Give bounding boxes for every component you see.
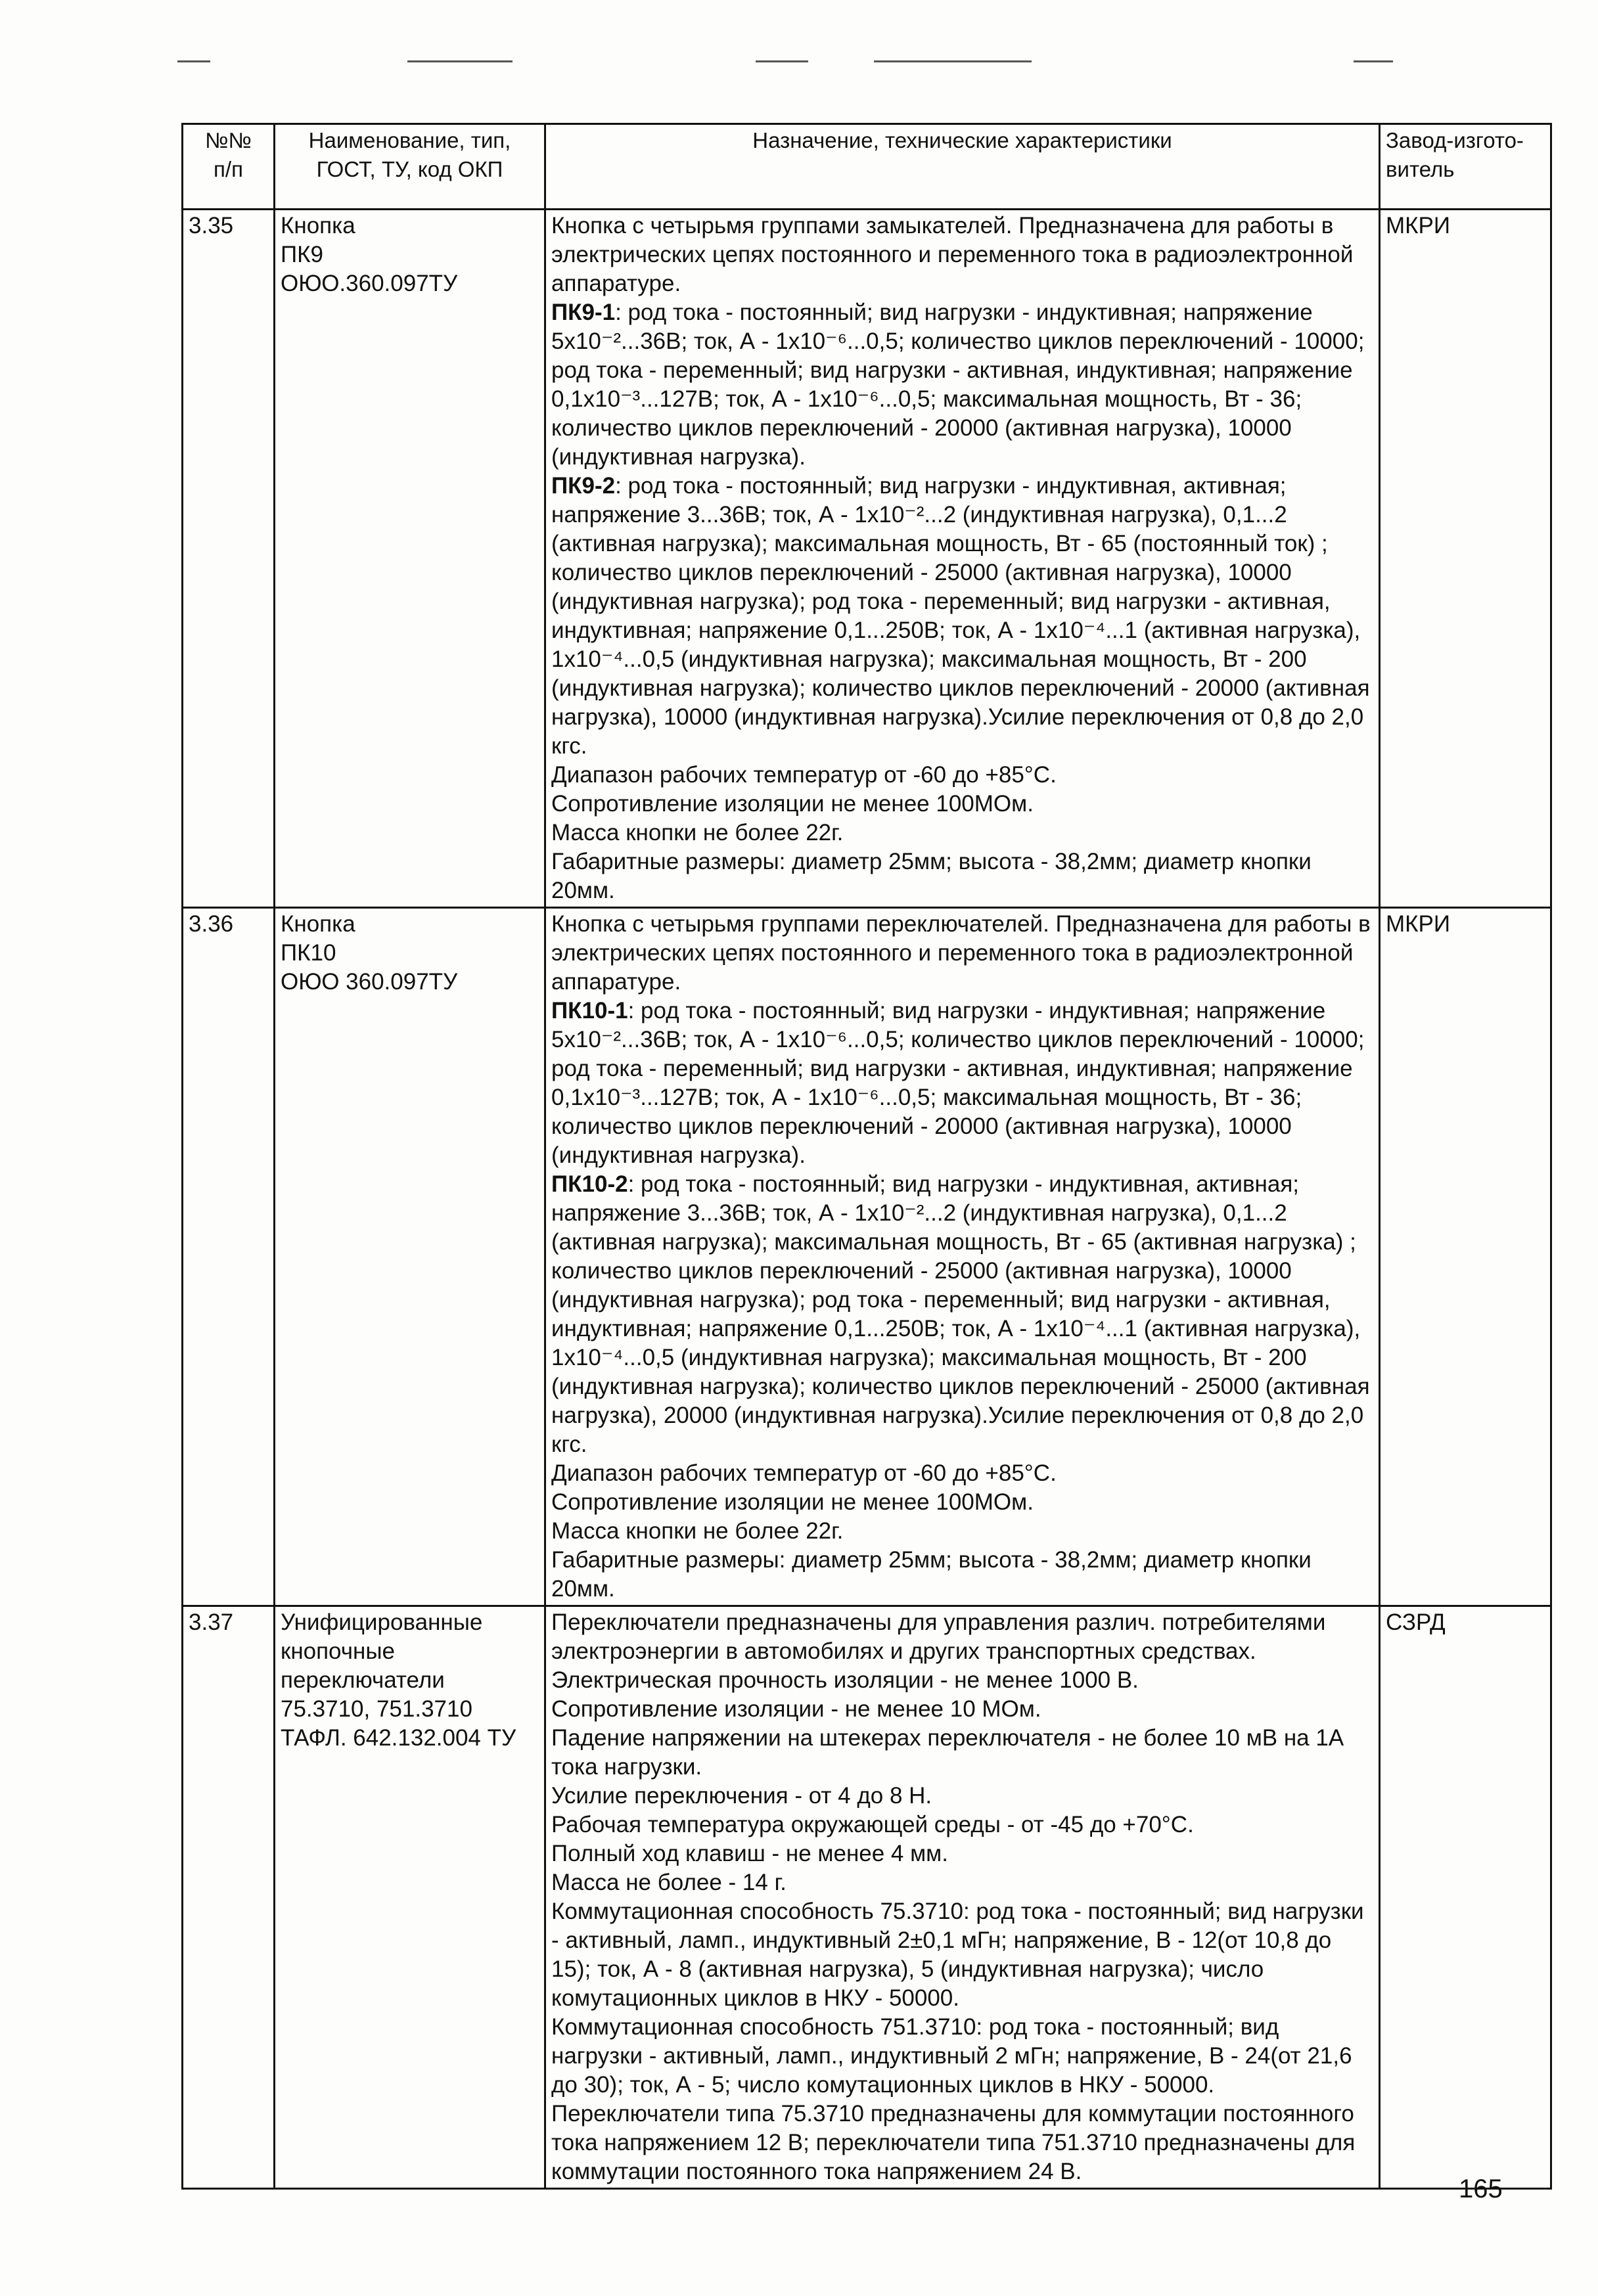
- description-text: Сопротивление изоляции не менее 100МОм.: [551, 1489, 1034, 1515]
- scan-artifact: [756, 60, 808, 62]
- model-label: ПК10-1: [551, 998, 628, 1024]
- row-manufacturer: МКРИ: [1380, 210, 1551, 908]
- header-col-num: №№ п/п: [183, 124, 275, 210]
- description-paragraph: [551, 1517, 1373, 1546]
- description-text: Масса кнопки не более 22г.: [551, 820, 844, 845]
- row-description-cell: [545, 1606, 1380, 2189]
- description-text: : род тока - постоянный; вид нагрузки - индуктивная, активная; напряжение 3...36В; ток, А - 1х10⁻²...2 (индуктивная нагрузка), 0,1...2 (активная нагрузка); максимальная мощность, Вт - 65 (постоянный ток) ; количество циклов переключений - 25000 (активная нагрузка), 10000 (индуктивная нагрузка); род тока - переменный; вид нагрузки - активная, индуктивная; напряжение 0,1...250В; ток, А - 1х10⁻⁴...1 (активная нагрузка), 1х10⁻⁴...0,5 (индуктивная нагрузка); максимальная мощность, Вт - 200 (индуктивная нагрузка); количество циклов переключений - 20000 (активная нагрузка), 10000 (индуктивная нагрузка).Усилие переключения от 0,8 до 2,0 кгс.: [551, 473, 1370, 759]
- description-text: Рабочая температура окружающей среды - от -45 до +70°С.: [551, 1812, 1194, 1837]
- row-description-cell: [545, 908, 1380, 1606]
- table-row: [183, 210, 1551, 908]
- description-text: Сопротивление изоляции не менее 100МОм.: [551, 791, 1034, 817]
- description-text: Переключатели типа 75.3710 предназначены для коммутации постоянного тока напряжением 12 В; переключатели типа 751.3710 предназначены для коммутации постоянного тока напряжением 24 В.: [551, 2101, 1356, 2184]
- header-col-desc: Назначение, технические характеристики: [545, 124, 1380, 210]
- description-paragraph: [551, 1546, 1373, 1604]
- model-label: ПК10-2: [551, 1171, 628, 1197]
- description-paragraph: [551, 1897, 1373, 2013]
- description-text: : род тока - постоянный; вид нагрузки - индуктивная, активная; напряжение 3...36В; ток, А - 1х10⁻²...2 (индуктивная нагрузка), 0,1...2 (активная нагрузка); максимальная мощность, Вт - 65 (активная нагрузка) ; количество циклов переключений - 25000 (активная нагрузка), 10000 (индуктивная нагрузка); род тока - переменный; вид нагрузки - активная, индуктивная; напряжение 0,1...250В; ток, А - 1х10⁻⁴...1 (активная нагрузка), 1х10⁻⁴...0,5 (индуктивная нагрузка); максимальная мощность, Вт - 200 (индуктивная нагрузка); количество циклов переключений - 25000 (активная нагрузка), 20000 (индуктивная нагрузка).Усилие переключения от 0,8 до 2,0 кгс.: [551, 1171, 1370, 1457]
- description-text: Масса не более - 14 г.: [551, 1870, 787, 1895]
- description-text: Сопротивление изоляции - не менее 10 МОм.: [551, 1696, 1041, 1722]
- description-paragraph: [551, 1488, 1373, 1517]
- description-text: Кнопка с четырьмя группами переключателей. Предназначена для работы в электрических цепях постоянного и переменного тока в радиоэлектронной аппаратуре.: [551, 911, 1371, 995]
- row-number: 3.35: [183, 210, 275, 908]
- row-name-line: ОЮО 360.097ТУ: [281, 969, 458, 995]
- scan-artifact: [874, 60, 1032, 62]
- description-text: Диапазон рабочих температур от -60 до +85°С.: [551, 762, 1057, 788]
- row-name-line: ПК10: [281, 940, 336, 966]
- row-name-line: ПК9: [281, 242, 324, 267]
- description-paragraph: [551, 997, 1373, 1170]
- description-paragraph: [551, 819, 1373, 847]
- description-paragraph: [551, 298, 1373, 472]
- row-name-line: Унифицированные кнопочные переключатели: [281, 1609, 483, 1693]
- description-paragraph: [551, 847, 1373, 905]
- row-number: 3.37: [183, 1606, 275, 2189]
- row-number: 3.36: [183, 908, 275, 1606]
- description-paragraph: [551, 2013, 1373, 2100]
- description-paragraph: [551, 1811, 1373, 1839]
- description-text: Габаритные размеры: диаметр 25мм; высота - 38,2мм; диаметр кнопки 20мм.: [551, 849, 1312, 903]
- table-header-row: [183, 124, 1551, 210]
- description-paragraph: [551, 472, 1373, 761]
- page-number: 165: [1459, 2174, 1503, 2203]
- description-paragraph: [551, 212, 1373, 298]
- table-row: [183, 908, 1551, 1606]
- description-text: Электрическая прочность изоляции - не менее 1000 В.: [551, 1667, 1139, 1693]
- row-name-line: ОЮО.360.097ТУ: [281, 271, 458, 296]
- spec-table: [181, 123, 1552, 2190]
- scan-artifact: [1354, 60, 1393, 62]
- row-name-line: ТАФЛ. 642.132.004 ТУ: [281, 1725, 516, 1751]
- description-paragraph: [551, 790, 1373, 819]
- description-text: Усилие переключения - от 4 до 8 Н.: [551, 1783, 932, 1809]
- description-text: Кнопка с четырьмя группами замыкателей. Предназначена для работы в электрических цепях постоянного и переменного тока в радиоэлектронной аппаратуре.: [551, 213, 1354, 296]
- description-paragraph: [551, 910, 1373, 997]
- description-paragraph: [551, 2100, 1373, 2186]
- model-label: ПК9-1: [551, 300, 616, 325]
- description-paragraph: [551, 1170, 1373, 1459]
- description-text: : род тока - постоянный; вид нагрузки - индуктивная; напряжение 5х10⁻²...36В; ток, А - 1х10⁻⁶...0,5; количество циклов переключений - 10000; род тока - переменный; вид нагрузки - активная, индуктивная; напряжение 0,1х10⁻³...127В; ток, А - 1х10⁻⁶...0,5; максимальная мощность, Вт - 36; количество циклов переключений - 20000 (активная нагрузка), 10000 (индуктивная нагрузка).: [551, 998, 1365, 1168]
- row-manufacturer: МКРИ: [1380, 908, 1551, 1606]
- description-paragraph: [551, 761, 1373, 790]
- description-text: Падение напряжении на штекерах переключателя - не более 10 мВ на 1А тока нагрузки.: [551, 1725, 1344, 1780]
- description-paragraph: [551, 1839, 1373, 1868]
- row-name-cell: [275, 210, 545, 908]
- row-name-line: Кнопка: [281, 213, 355, 238]
- description-text: Переключатели предназначены для управления различ. потребителями электроэнергии в автомобилях и других транспортных средствах.: [551, 1609, 1326, 1664]
- description-paragraph: [551, 1782, 1373, 1811]
- description-paragraph: [551, 1459, 1373, 1488]
- row-manufacturer: СЗРД: [1380, 1606, 1551, 2189]
- model-label: ПК9-2: [551, 473, 616, 499]
- description-text: Габаритные размеры: диаметр 25мм; высота - 38,2мм; диаметр кнопки 20мм.: [551, 1547, 1312, 1602]
- row-name-cell: [275, 1606, 545, 2189]
- description-text: Диапазон рабочих температур от -60 до +85°С.: [551, 1460, 1057, 1486]
- header-col-maker: Завод-изгото-витель: [1380, 124, 1551, 210]
- row-name-line: 75.3710, 751.3710: [281, 1696, 472, 1722]
- description-paragraph: [551, 1608, 1373, 1666]
- description-text: Коммутационная способность 75.3710: род тока - постоянный; вид нагрузки - активный, ламп., индуктивный 2±0,1 мГн; напряжение, В - 12(от 10,8 до 15); ток, А - 8 (активная нагрузка), 5 (индуктивная нагрузка); число комутационных циклов в НКУ - 50000.: [551, 1899, 1364, 2011]
- row-name-cell: [275, 908, 545, 1606]
- header-col-name: Наименование, тип, ГОСТ, ТУ, код ОКП: [275, 124, 545, 210]
- description-text: : род тока - постоянный; вид нагрузки - индуктивная; напряжение 5х10⁻²...36В; ток, А - 1х10⁻⁶...0,5; количество циклов переключений - 10000; род тока - переменный; вид нагрузки - активная, индуктивная; напряжение 0,1х10⁻³...127В; ток, А - 1х10⁻⁶...0,5; максимальная мощность, Вт - 36; количество циклов переключений - 20000 (активная нагрузка), 10000 (индуктивная нагрузка).: [551, 300, 1365, 470]
- description-paragraph: [551, 1724, 1373, 1782]
- description-text: Полный ход клавиш - не менее 4 мм.: [551, 1841, 948, 1866]
- description-text: Масса кнопки не более 22г.: [551, 1518, 844, 1544]
- description-paragraph: [551, 1666, 1373, 1695]
- scan-artifact: [177, 60, 210, 62]
- row-description-cell: [545, 210, 1380, 908]
- table-row: [183, 1606, 1551, 2189]
- description-text: Коммутационная способность 751.3710: род тока - постоянный; вид нагрузки - активный, ламп., индуктивный 2 мГн; напряжение, В - 24(от 21,6 до 30); ток, А - 5; число комутационных циклов в НКУ - 50000.: [551, 2014, 1352, 2098]
- description-paragraph: [551, 1868, 1373, 1897]
- description-paragraph: [551, 1695, 1373, 1724]
- scan-artifact: [407, 60, 513, 62]
- row-name-line: Кнопка: [281, 911, 355, 937]
